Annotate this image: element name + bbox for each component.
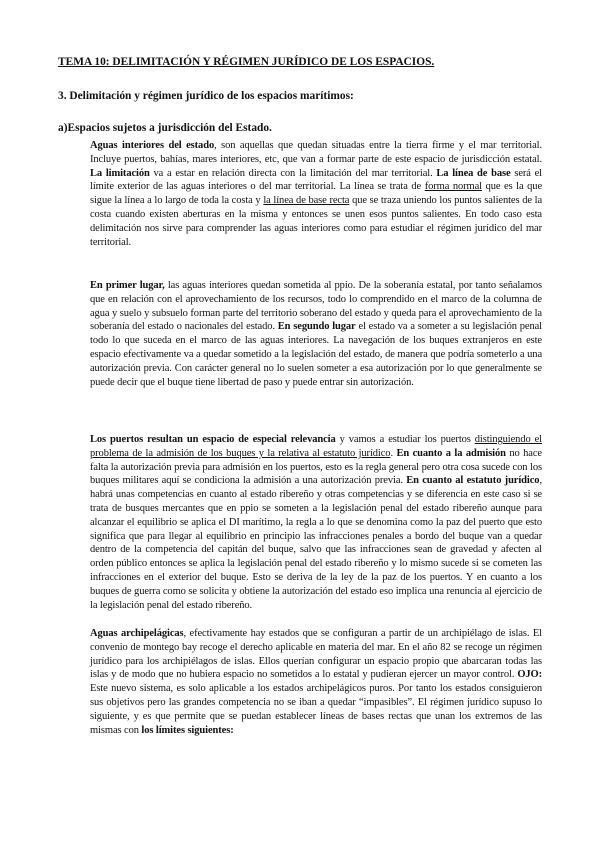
term-forma-normal: forma normal <box>424 181 482 193</box>
term-admision: En cuanto a la admisión <box>396 447 506 459</box>
section-heading: 3. Delimitación y régimen jurídico de los espacios marítimos: <box>58 90 354 102</box>
text-run: . <box>390 447 397 459</box>
text-run: será el límite exterior de las aguas interiores o del mar territorial. La línea se trata de <box>90 167 542 193</box>
text-run: que se traza uniendo los puntos salientes de la costa cuando existen aberturas en la misma y entonces se unen esos puntos salientes. En todo caso esta delimitación nos sirve para comprender las aguas interiores como para estudiar el régimen jurídico del mar territorial. <box>90 195 543 248</box>
term-aguas-archipelagicas: Aguas archipelágicas <box>90 628 184 639</box>
term-estatuto-juridico: En cuanto al estatuto jurídico <box>406 475 540 487</box>
text-run: el estado va a someter a su legislación penal todo lo que suceda en el marco de las aguas interiores. La navegación de los buques extranjeros en este espacio efectivamente va a quedar sometido a la legislación del estado, de manera que podría someterlo a una autorización previa. Con carácter general no lo suelen someter a esa autorización por lo que generalmente se puede decir que el buque tiene libertad de paso y puede entrar sin autorización. <box>90 321 542 388</box>
page-title: TEMA 10: DELIMITACIÓN Y RÉGIMEN JURÍDICO DE LOS ESPACIOS. <box>58 56 435 68</box>
text-run: y vamos a estudiar los puertos <box>335 434 475 445</box>
term-limitacion: La limitación <box>90 167 150 179</box>
term-en-segundo-lugar: En segundo lugar <box>277 321 356 333</box>
term-aguas-interiores: Aguas interiores del estado <box>90 140 215 151</box>
text-run: las aguas interiores quedan sometida al ppio. De la soberanía estatal, por tanto señalamos que en relación con el aprovechamiento de los recursos, todo lo comprendido en el marco de la columna de agua y suelo y subsuelo forman parte del territorio soberano del estado y queda para el aprovechamiento de la soberanía del estado o nacionales del estado. <box>90 280 542 333</box>
paragraph-aguas-interiores <box>90 139 542 249</box>
term-en-primer-lugar: En primer lugar, <box>90 280 165 291</box>
term-los-puertos: Los puertos resultan un espacio de especial relevancia <box>90 434 336 445</box>
text-run: no hace falta la autorización previa para admisión en los puertos, esto es la regla general pero otra cosa sucede con los buques militares aquí se condiciona la admisión a una autorización previa. <box>90 447 542 487</box>
paragraph-aguas-archipelagicas <box>90 627 542 737</box>
term-linea-base-recta: la línea de base recta <box>263 195 350 207</box>
text-run: , efectivamente hay estados que se configuran a partir de un archipiélago de islas. El convenio de montego bay recoge el derecho aplicable en materia del mar. En el año 82 se recoge un régimen jurídico para los archipiélagos de islas. Ellos querían configurar un espacio propio que abarcaran todas las islas y de modo que no hubiera espacio no sometidos a lo estatal y pudieran ejercer un mayor control. <box>90 628 542 681</box>
text-run: Este nuevo sistema, es solo aplicable a los estados archipelágicos puros. Por tanto los estados consiguieron sus objetivos pero las grandes competencia no se iban a quedar “impasibles”. El régimen jurídico supuso lo siguiente, y es que permite que se puedan establecer líneas de bases rectas que unan los extremos de las mismas con <box>90 683 542 736</box>
paragraph-puertos <box>90 433 542 612</box>
text-run: , son aquellas que quedan situadas entre la tierra firme y el mar territorial. Incluye puertos, bahías, mares interiores, etc, que van a formar parte de este espacio de jurisdicción estatal. <box>90 140 542 165</box>
text-run: , habrá unas competencias en cuanto al estado ribereño y otras competencias y se diferencia en este caso si se trata de busques mercantes que en ppio se someten a la legislación penal del estado ribereño aunque para alcanzar el equilibrio se aplica el DI marítimo, la regla a lo que se denomina como la paz del puerto que esto significa que para llegar al equilibrio en principio las infracciones penales a bordo del buque van a quedar dentro de la competencia del capitán del buque, salvo que las infracciones sean de gravedad y afecten al orden público entonces se aplica la legislación penal del estado ribereño y lo mismo sucede si se cometen las infracciones en el exterior del buque. Esto se deriva de la ley de la paz de los puertos. Y en cuanto a los buques de guerra como se solicita y obtiene la autorización del estado eso implica una renuncia al ejercicio de la legislación penal del estado ribereño. <box>90 475 542 611</box>
term-linea-de-base: La línea de base <box>436 167 511 179</box>
underlined-distinguiendo: distinguiendo el problema de la admisión de los buques y la relativa al estatuto jurídico <box>90 434 542 459</box>
paragraph-regimen-aguas-interiores <box>90 279 542 389</box>
term-limites-siguientes: los límites siguientes: <box>141 724 234 736</box>
text-run: que es la que sigue la línea a lo largo de toda la costa y <box>90 181 543 207</box>
subsection-heading: a)Espacios sujetos a jurisdicción del Estado. <box>58 122 272 134</box>
text-run: va a estar en relación directa con la limitación del mar territorial. <box>149 167 437 179</box>
term-ojo: OJO: <box>517 669 542 681</box>
